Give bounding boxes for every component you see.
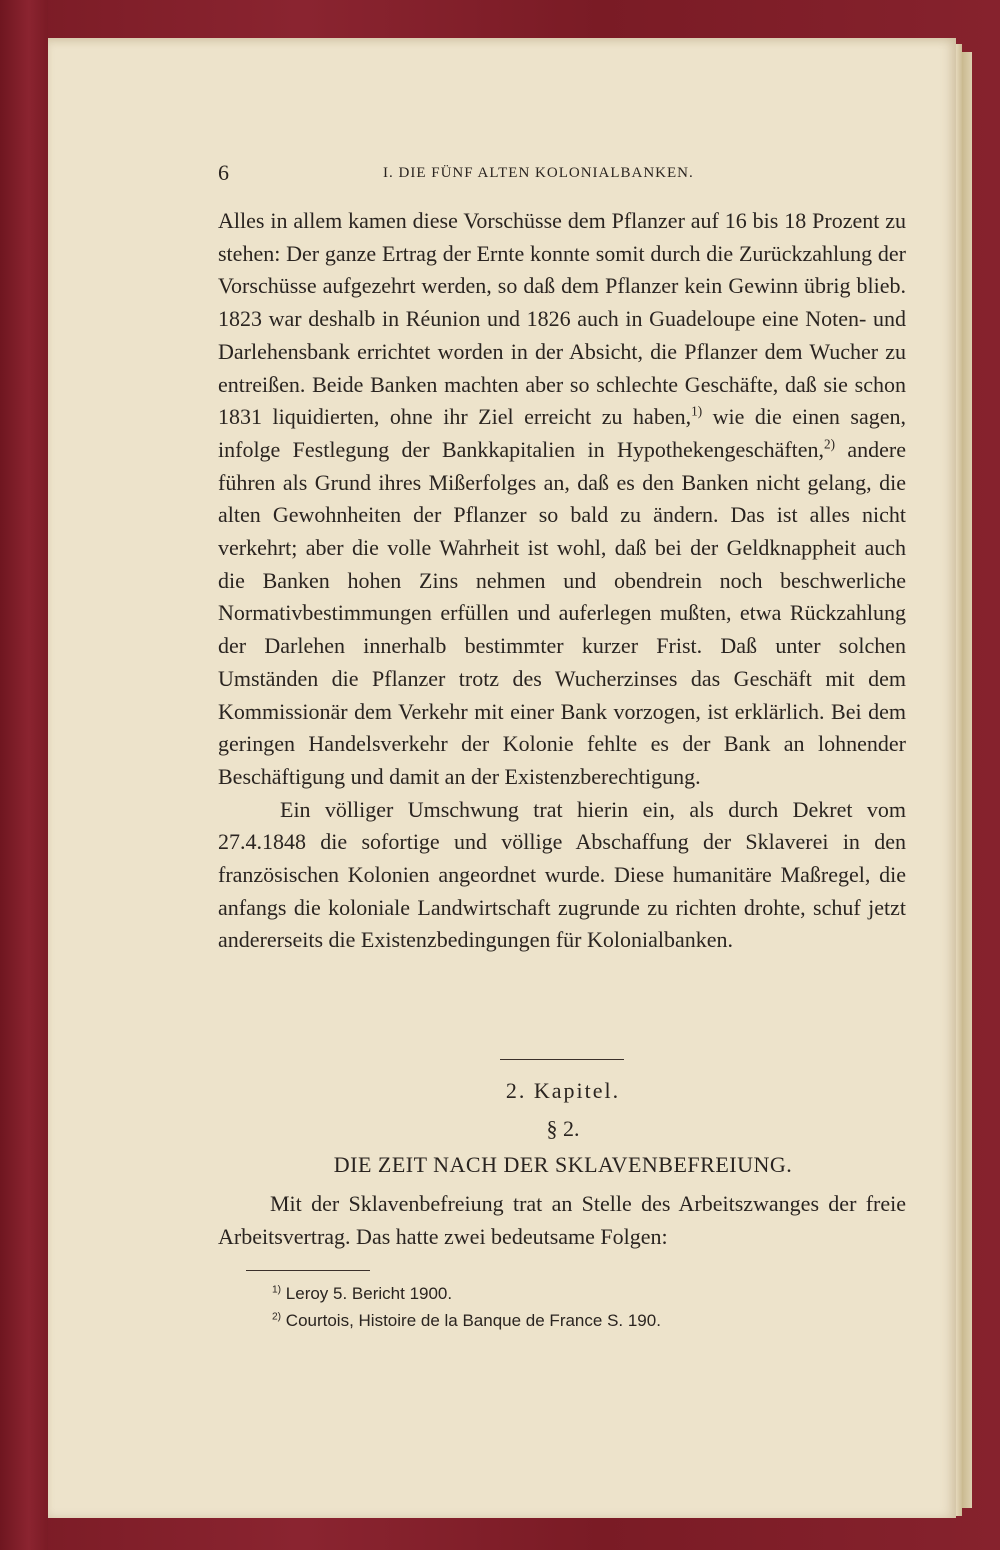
paragraph-3: Mit der Sklavenbefreiung trat an Stelle des Arbeitszwanges der freie Arbeitsvertrag. Das hatte zwei bedeutsame Folgen: — [218, 1191, 906, 1249]
footnote-ref-1: 1) — [691, 403, 703, 419]
page-header — [218, 160, 908, 190]
paragraph-1-part-a: Alles in allem kamen diese Vorschüsse dem Pflanzer auf 16 bis 18 Prozent zu stehen: Der ganze Ertrag der Ernte konnte somit durch die Zurückzahlung der Vorschüsse aufgezehrt werden, so daß dem Pflanzer kein Gewinn übrig blieb. 1823 war deshalb in Réunion und 1826 auch in Guadeloupe eine Noten- und Darlehensbank errichtet worden in der Absicht, die Pflanzer dem Wucher zu entreißen. Beide Banken machten aber so schlechte Geschäfte, daß sie schon 1831 liquidierten, ohne ihr Ziel erreicht zu haben, — [218, 208, 906, 430]
page-number: 6 — [218, 160, 229, 185]
main-text — [218, 205, 906, 957]
paragraph-2: Ein völliger Umschwung trat hierin ein, als durch Dekret vom 27.4.1848 die sofortige und völlige Abschaffung der Sklaverei in den französischen Kolonien angeordnet wurde. Diese humanitäre Maßregel, die anfangs die koloniale Landwirtschaft zugrunde zu richten drohte, schuf jetzt andererseits die Existenzbedingungen für Kolonialbanken. — [218, 796, 906, 953]
footnote-2 — [272, 1307, 892, 1334]
footnote-2-text: Courtois, Histoire de la Banque de France S. 190. — [281, 1311, 661, 1330]
footnote-1-mark: 1) — [272, 1284, 282, 1296]
running-head: I. DIE FÜNF ALTEN KOLONIALBANKEN. — [383, 165, 694, 181]
footnote-1 — [272, 1280, 892, 1307]
footnote-1-text: Leroy 5. Bericht 1900. — [281, 1284, 453, 1303]
footnote-ref-2: 2) — [824, 436, 836, 452]
chapter-text — [218, 1188, 906, 1253]
section-label: § 2. — [546, 1116, 580, 1141]
chapter-label: 2. Kapitel. — [505, 1078, 621, 1103]
footnote-2-mark: 2) — [272, 1311, 282, 1323]
chapter-divider — [500, 1059, 624, 1060]
footnotes — [272, 1280, 892, 1334]
paragraph-1-part-c: andere führen als Grund ihres Mißerfolges an, daß es den Banken nicht gelang, die alten Gewohnheiten der Pflanzer so bald zu ändern. Das ist alles nicht verkehrt; aber die volle Wahrheit ist wohl, daß bei der Geldknappheit auch die Banken hohen Zins nehmen und obendrein noch beschwerliche Normativbestimmungen erfüllen und auferlegen mußten, etwa Rückzahlung der Darlehen innerhalb bestimmter kurzer Frist. Daß unter solchen Umständen die Pflanzer trotz des Wucherzinses das Geschäft mit dem Kommissionär dem Verkehr mit einer Bank vorzogen, ist erklärlich. Bei dem geringen Handelsverkehr der Kolonie fehlte es der Bank an lohnender Beschäftigung und damit an der Existenzberechtigung. — [218, 436, 907, 789]
paragraph-1 — [218, 205, 906, 794]
chapter-title: DIE ZEIT NACH DER SKLAVENBEFREIUNG. — [333, 1152, 793, 1177]
paragraph-1-part-b: wie die einen sagen, infolge Festlegung der Bankkapitalien in Hypothekengeschäften, — [218, 404, 907, 462]
footnote-divider — [246, 1270, 370, 1271]
